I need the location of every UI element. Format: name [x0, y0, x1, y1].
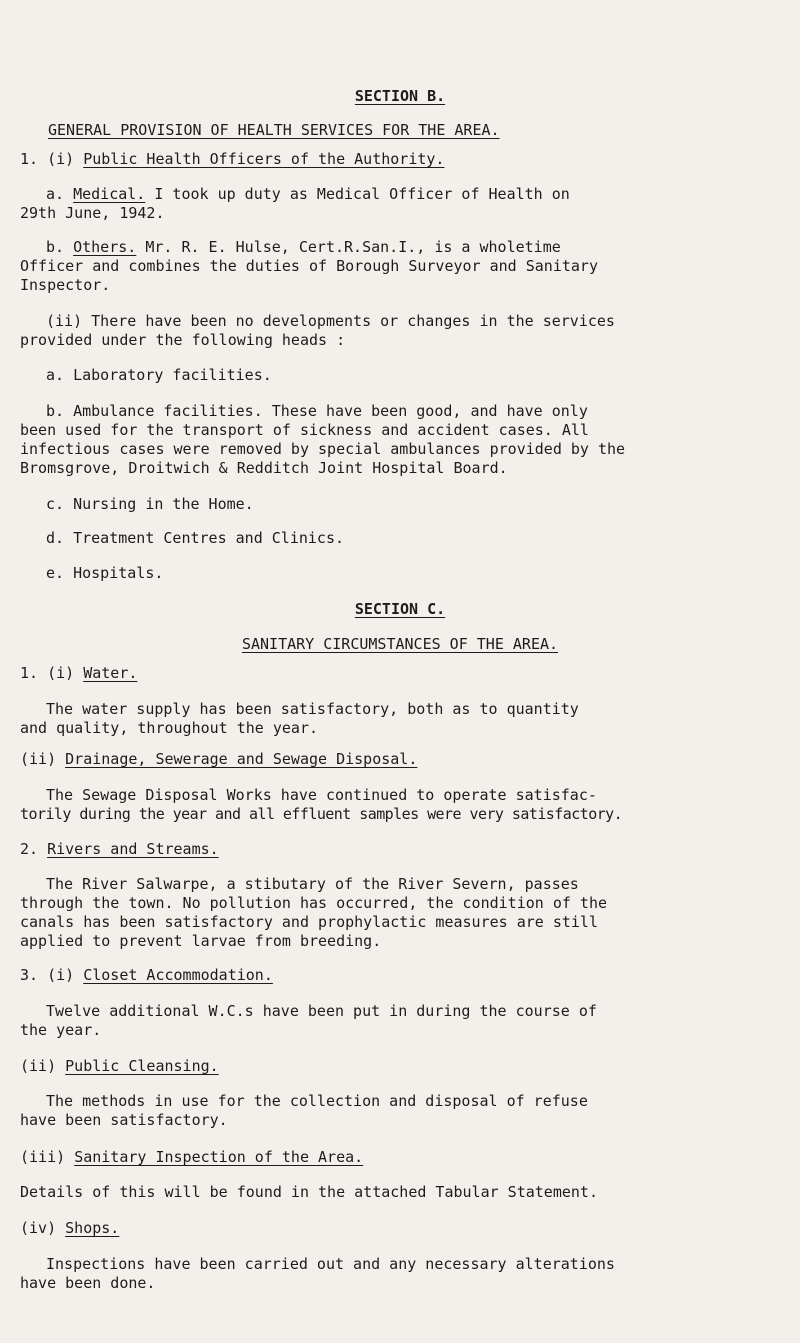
- rivers-heading: 2. Rivers and Streams.: [20, 840, 219, 858]
- rivers-title: Rivers and Streams.: [47, 840, 219, 858]
- cleansing-text-line1: The methods in use for the collection and disposal of refuse: [46, 1092, 588, 1110]
- shops-heading: (iv) Shops.: [20, 1219, 120, 1237]
- cleansing-heading: (ii) Public Cleansing.: [20, 1057, 219, 1075]
- drainage-text-line1: The Sewage Disposal Works have continued to operate satisfac-: [46, 786, 597, 804]
- list-item-ambulance-line4: Bromsgrove, Droitwich & Redditch Joint Hospital Board.: [20, 459, 508, 477]
- section-b-heading: SECTION B.: [354, 87, 446, 105]
- list-item-laboratory: a. Laboratory facilities.: [46, 366, 272, 384]
- list-item-clinics: d. Treatment Centres and Clinics.: [46, 529, 345, 547]
- cleansing-title: Public Cleansing.: [65, 1057, 219, 1075]
- list-item-hospitals: e. Hospitals.: [46, 564, 164, 582]
- medical-title: Medical.: [73, 185, 146, 203]
- section-c-title: SANITARY CIRCUMSTANCES OF THE AREA.: [241, 635, 559, 653]
- cleansing-text-line2: have been satisfactory.: [20, 1111, 228, 1129]
- rivers-text-line2: through the town. No pollution has occurred, the condition of the: [20, 894, 607, 912]
- water-text-line2: and quality, throughout the year.: [20, 719, 319, 737]
- drainage-heading: (ii) Drainage, Sewerage and Sewage Disposal.: [20, 750, 418, 768]
- item-1-title: Public Health Officers of the Authority.: [83, 150, 445, 168]
- medical-paragraph-line2: 29th June, 1942.: [20, 204, 165, 222]
- others-title: Others.: [73, 238, 137, 256]
- water-heading: 1. (i) Water.: [20, 664, 138, 682]
- medical-paragraph: a. Medical. I took up duty as Medical Officer of Health on: [46, 185, 570, 203]
- shops-text-line2: have been done.: [20, 1274, 156, 1292]
- inspection-heading: (iii) Sanitary Inspection of the Area.: [20, 1148, 364, 1166]
- shops-title: Shops.: [65, 1219, 120, 1237]
- water-title: Water.: [83, 664, 138, 682]
- inspection-title: Sanitary Inspection of the Area.: [74, 1148, 364, 1166]
- rivers-text-line4: applied to prevent larvae from breeding.: [20, 932, 382, 950]
- others-paragraph-line3: Inspector.: [20, 276, 111, 294]
- list-item-ambulance-line1: b. Ambulance facilities. These have been good, and have only: [46, 402, 588, 420]
- section-b-title: GENERAL PROVISION OF HEALTH SERVICES FOR THE AREA.: [48, 121, 500, 139]
- list-item-ambulance-line3: infectious cases were removed by special ambulances provided by the: [20, 440, 626, 458]
- closet-text-line1: Twelve additional W.C.s have been put in during the course of: [46, 1002, 597, 1020]
- services-paragraph-line2: provided under the following heads :: [20, 331, 346, 349]
- list-item-ambulance-line2: been used for the transport of sickness and accident cases. All: [20, 421, 589, 439]
- water-text-line1: The water supply has been satisfactory, both as to quantity: [46, 700, 579, 718]
- rivers-text-line1: The River Salwarpe, a stibutary of the River Severn, passes: [46, 875, 579, 893]
- drainage-title: Drainage, Sewerage and Sewage Disposal.: [65, 750, 418, 768]
- others-paragraph-line2: Officer and combines the duties of Borough Surveyor and Sanitary: [20, 257, 598, 275]
- others-paragraph: b. Others. Mr. R. E. Hulse, Cert.R.San.I., is a wholetime: [46, 238, 561, 256]
- shops-text-line1: Inspections have been carried out and any necessary alterations: [46, 1255, 615, 1273]
- item-1-heading: [20, 150, 444, 169]
- section-c-heading: SECTION C.: [354, 600, 446, 618]
- drainage-text-line2: torily during the year and all effluent samples were very satisfactory.: [20, 805, 623, 823]
- inspection-text: Details of this will be found in the attached Tabular Statement.: [20, 1183, 598, 1201]
- services-paragraph-line1: (ii) There have been no developments or changes in the services: [46, 312, 615, 330]
- rivers-text-line3: canals has been satisfactory and prophylactic measures are still: [20, 913, 598, 931]
- closet-text-line2: the year.: [20, 1021, 102, 1039]
- closet-title: Closet Accommodation.: [83, 966, 273, 984]
- item-1-number: 1. (i): [20, 150, 75, 168]
- closet-heading: 3. (i) Closet Accommodation.: [20, 966, 273, 984]
- list-item-nursing: c. Nursing in the Home.: [46, 495, 254, 513]
